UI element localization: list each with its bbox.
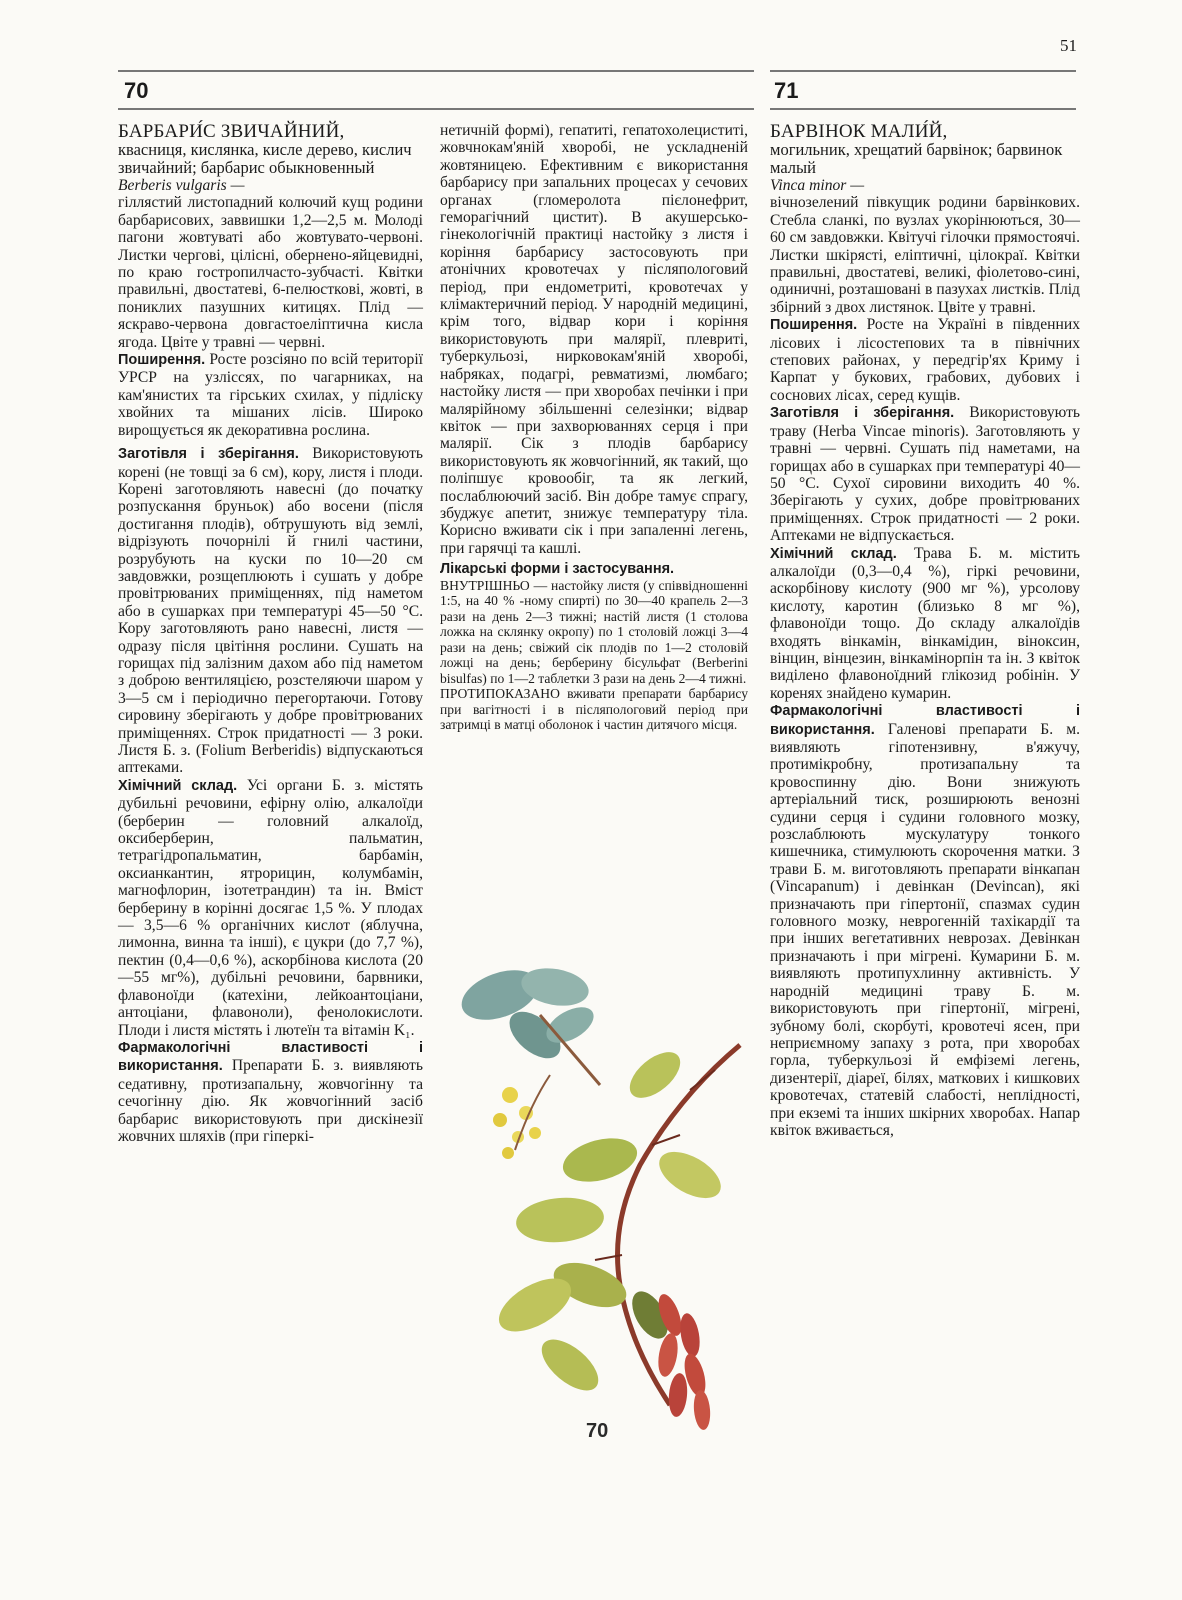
top-rule-right [770,70,1076,72]
text-chemistry: Усі органи Б. з. містять дубильні речовини, ефірну олію, алкалоїди (берберин — головний алкалоїд, оксиберберин, пальматин, тетрагідропальматин, барбамін, оксианкантин, ятрорицин, колумбамін, магнофлорин, ізотетрандин) та ін. Вміст берберину в корінні досягає 1,5 %. У плодах — 3,5—6 % органічних кислот (яблучна, лимонна, винна та інші), є цукри (до 7,7 %), пектин (0,4—0,6 %), аскорбінова кислота (20—55 мг%), дубільні речовини, барвники, флавоноїди (катехіни, лейкоантоціани, антоціани, флавоноли), фенолокислоти. Плоди і листя містять і лютеїн та вітамін K₁. [118,776,423,1039]
heading-spread: Поширення. [118,352,206,369]
heading-pharmacology-2: Фармакологічні властивості і використання. [770,703,1080,738]
berry-cluster [654,1291,712,1430]
heading-harvest-2: Заготівля і зберігання. [770,405,955,422]
flower-cluster [493,1075,550,1159]
column-1 [118,122,423,1145]
heading-chemistry-2: Хімічний склад. [770,545,897,562]
text-harvest: Використовують корені (не товщі за 6 см), кору, листя і плоди. Корені заготовляють навесні (до початку розпускання бруньок) або восени (після достигання плодів), обтрушують від землі, відрізують почорнілі й гнилі частини, розрубують на куски по 10—20 см завдовжки, розщеплюють і сушать у добре провітрюваних приміщеннях, під наметом або в сушарках при температурі 45—50 °С. Кору заготовляють рано навесні, листя — одразу після цвітіння рослини. Сушать на горищах під залізним дахом або під наметом з доброю вентиляцією, розстеляючи шаром у 3—5 см і періодично перегортаючи. Готову сировину зберігають у добре провітрюваних приміщеннях. Строк придатності — 3 роки. Листя Б. з. (Folium Berberidis) відпускаються аптеками. [118,445,423,777]
description-barberry: гіллястий листопадний колючий кущ родини барбарисових, заввишки 1,2—2,5 м. Молоді пагони жовтуваті або жовтувато-червоні. Листки чергові, цілісні, обернено-яйцевидні, по краю гостропилчасто-зубчасті. Квітки правильні, двостатеві, 6-пелюсткові, жовті, в пониклих пазушних китицях. Плід — яскраво-червона довгастоеліптична кисла ягода. Цвіте у травні — червні. [118,194,423,351]
entry-title-periwinkle: БАРВІНОК МАЛИ́Й, [770,121,948,142]
page-number: 51 [1060,36,1077,55]
latin-name-barberry: Berberis vulgaris — [118,177,245,194]
illustration-label: 70 [586,1420,609,1442]
column-2 [440,122,748,733]
text-pharmacology-2: Галенові препарати Б. м. виявляють гіпотензивну, в'яжучу, протимікробну, протизапальну та кровоспинну дію. Вони знижують артеріальний тиск, розширюють венозні судини серця і судини головного мозку, розслаблюють мускулатуру тонкого кишечника, стимулюють скорочення матки. З трави Б. м. виготовляють препарати вінкапан (Vincapanum) і девінкан (Devincan), які призначають при гіпертонії, спазмах судин головного мозку, неврогенній тахікардії та при інших вегетативних неврозах. Девінкан призначають і при мігрені. Кумарини Б. м. виявляють протипухлинну активність. У народній медицині траву Б. м. використовують при гіпертонії, мігрені, зубному болі, скорбуті, кровотечі ясен, при неприємному запаху з рота, при хворобах горла, туберкульозі й емфіземі легень, дизентерії, діареї, білях, маткових і кишкових кровотечах, статевій слабості, неплідності, при екземі та інших шкірних хворобах. Напар квіток вживається, [770,720,1081,1139]
heading-chemistry: Хімічний склад. [118,777,238,794]
latin-name-periwinkle: Vinca minor — [770,177,865,194]
entry-number-right: 71 [774,78,799,103]
description-periwinkle: вічнозелений півкущик родини барвінкових. Стебла сланкі, по вузлах укорінюються, 30—60 см завдовжки. Квітучі гілочки прямостоячі. Листки шкірясті, еліптичні, цілокраї. Квітки правильні, двостатеві, великі, фіолетово-сині, одиничні, розташовані в пазухах листків. Плід збірний з двох листянок. Цвіте у травні. [770,194,1080,316]
synonyms-periwinkle: могильник, хрещатий барвінок; барвинок малый [770,140,1063,177]
entry-title-barberry: БАРБАРИ́С ЗВИЧАЙНИЙ, [118,121,345,142]
heading-harvest: Заготівля і зберігання. [118,446,299,463]
text-harvest-2: Використовують траву (Herba Vincae minoris). Заготовляють у травні — червні. Сушать під наметами, на горищах або в сушарках при температурі 40—50 °С. Сухої сировини виходить 40 %. Зберігають у сухих, добре провітрюваних приміщеннях. Строк придатності — 2 роки. Аптеками не відпускається. [770,404,1080,545]
header-rule-right [770,108,1076,110]
text-contraindications: ПРОТИПОКАЗАНО вживати препарати барбарису при вагітності і в післяпологовий період при затримці в матці оболонок і частин дитячого місця. [440,686,748,733]
top-rule-left [118,70,754,72]
text-spread: Росте розсіяно по всій території УРСР на узліссях, по чагарниках, на кам'янистих та гірських схилах, у підліску хвойних та мішаних лісів. Широко вирощується як декоративна рослина. [118,351,423,439]
text-continuation: нетичній формі), гепатиті, гепатохолециститі, жовчнокам'яній хворобі, не ускладненій жовтяницею. Ефективним є використання барбарису при запальних процесах у сечових органах (гломеролота пієлонефрит, геморагічний цистит). В акушерсько-гінекологічній практиці настойку з листя і коріння барбарису застосовують при атонічних кровотечах у післяпологовий період, при ендометриті, кровотечах у клімактеричний період. У народній медицині, крім того, відвар кори і коріння використовують при малярії, плевриті, туберкульозі, нирковокам'яній хворобі, набряках, подагрі, ревматизмі, люмбаго; настойку листя — при хворобах печінки і при малярійному збільшенні селезінки; відвар квіток — при захворюваннях серця і при малярії. Сік з плодів барбарису використовують як жовчогінний, як такий, що поліпшує кровообіг, та як легкий, послаблюючий засіб. Він добре тамує спрагу, збуджує апетит, знижує температуру тіла. Корисно вживати сік і при запаленні легень, при гарячці та кашлі. [440,122,748,557]
barberry-illustration [440,955,750,1455]
text-pharmacology: Препарати Б. з. виявляють седативну, протизапальну, жовчогінну та сечогінну дію. Як жовчогінний засіб барбарис використовують при дискінезії жовчних шляхів (при гіперкі- [118,1057,423,1145]
header-rule-left [118,108,754,110]
heading-pharmacology: Фармакологічні властивості і використання. [118,1039,423,1075]
entry-number-left: 70 [124,78,149,103]
column-3 [770,122,1080,1139]
heading-spread-2: Поширення. [770,317,858,334]
heading-forms: Лікарські форми і застосування. [440,561,675,578]
synonyms-barberry: квасниця, кислянка, кисле дерево, кислич звичайний; барбарис обыкновенный [118,140,412,177]
text-spread-2: Росте на Україні в південних лісових і лісостепових та в північних степових районах, у передгір'ях Криму і Карпат у букових, грабових, дубових і соснових лісах, серед кущів. [770,316,1080,404]
text-forms: ВНУТРІШНЬО — настойку листя (у співвідношенні 1:5, на 40 % -ному спирті) по 30—40 крапель 2—3 рази на день 2—3 тижні; настій листя (1 столова ложка на склянку окропу) по 1 столовій ложці 3—4 рази на день; свіжий сік плодів по 1—2 столовій ложці на день; берберину бісульфат (Berberini bisulfas) по 1—2 таблетки 3 рази на день 2—4 тижні. [440,577,748,686]
text-chemistry-2: Трава Б. м. містить алкалоїди (0,3—0,4 %), гіркі речовини, аскорбінову кислоту (900 мг %), урсолову кислоту, каротин (близько 8 мг %), флавоноїди тощо. До складу алкалоїдів входять вінкамін, вінкамідин, віноксин, вінцин, вінцезин, вінкамінорпін та ін. З квіток виділено флавоноїдний глікозид робінін. У коренях знайдено кумарин. [770,544,1080,702]
blue-leaf-cluster [455,961,600,1085]
